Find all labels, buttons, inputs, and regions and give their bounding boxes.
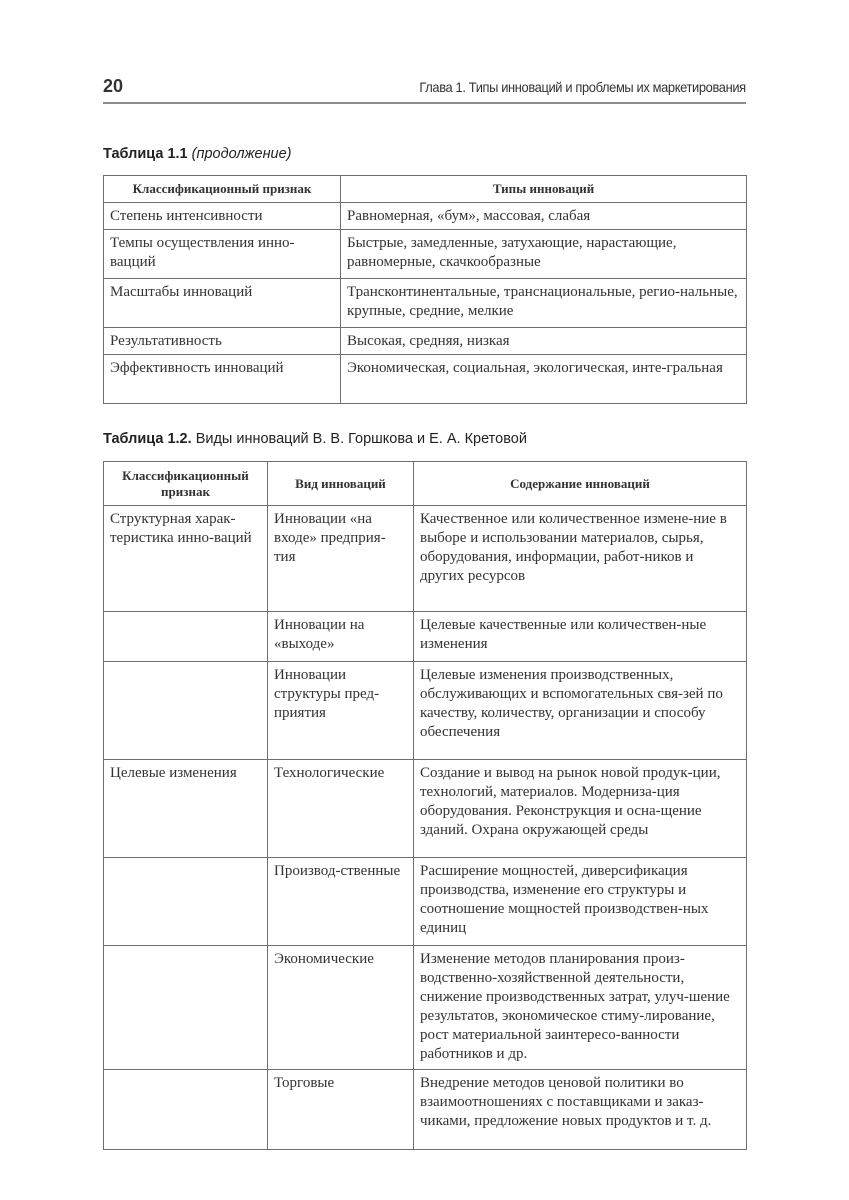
- table-cell: Результативность: [104, 328, 341, 355]
- table-cell: Целевые изменения производственных, обслуживающих и вспомогательных свя-зей по качеству, количеству, организации и способу обеспечения: [414, 662, 747, 760]
- column-header: Вид инноваций: [268, 462, 414, 506]
- table1-caption: [103, 146, 292, 162]
- table-cell: Экономическая, социальная, экологическая, инте-гральная: [341, 355, 747, 404]
- table-row: [104, 230, 747, 279]
- table-header-row: [104, 176, 747, 203]
- table-1-1: [103, 175, 747, 404]
- table-cell: Торговые: [268, 1070, 414, 1150]
- table-cell: Быстрые, замедленные, затухающие, нарастающие, равномерные, скачкообразные: [341, 230, 747, 279]
- table-cell: Масштабы инноваций: [104, 279, 341, 328]
- table-cell: [104, 612, 268, 662]
- table-row: [104, 203, 747, 230]
- table-cell: [104, 1070, 268, 1150]
- table-1-2: [103, 461, 747, 1150]
- table1-caption-note: (продолжение): [191, 146, 292, 162]
- table-cell: Инновации на «выходе»: [268, 612, 414, 662]
- column-header: Содержание инноваций: [414, 462, 747, 506]
- table-cell: Высокая, средняя, низкая: [341, 328, 747, 355]
- table-cell: Внедрение методов ценовой политики во взаимоотношениях с поставщиками и заказ-чиками, предложение новых продуктов и т. д.: [414, 1070, 747, 1150]
- column-header: Классификационный признак: [104, 176, 341, 203]
- table-row: [104, 506, 747, 612]
- table-row: [104, 279, 747, 328]
- table-cell: Целевые качественные или количествен-ные изменения: [414, 612, 747, 662]
- table-cell: Экономические: [268, 946, 414, 1070]
- table1-caption-label: Таблица 1.1: [103, 146, 188, 162]
- table-cell: Темпы осуществления инно-вацций: [104, 230, 341, 279]
- table-cell: Степень интенсивности: [104, 203, 341, 230]
- table-row: [104, 328, 747, 355]
- table-cell: Структурная харак-теристика инно-ваций: [104, 506, 268, 612]
- table-cell: Создание и вывод на рынок новой продук-ции, технологий, материалов. Модерниза-ция оборудования. Реконструкция и осна-щение зданий. Охрана окружающей среды: [414, 760, 747, 858]
- table-cell: Качественное или количественное измене-ние в выборе и использовании материалов, сырья, оборудования, информации, работ-ников и других ресурсов: [414, 506, 747, 612]
- table-cell: Инновации «на входе» предприя-тия: [268, 506, 414, 612]
- table2-caption-title: Виды инноваций В. В. Горшкова и Е. А. Кретовой: [195, 431, 527, 447]
- table-row: [104, 662, 747, 760]
- page-number: 20: [103, 76, 124, 96]
- table-cell: Изменение методов планирования произ-водственно-хозяйственной деятельности, снижение производственных затрат, улуч-шение результатов, экономическое стиму-лирование, рост материальной заинтересо-ванности работников и др.: [414, 946, 747, 1070]
- table-row: [104, 612, 747, 662]
- table-row: [104, 760, 747, 858]
- table-header-row: [104, 462, 747, 506]
- table-row: [104, 1070, 747, 1150]
- table-cell: Целевые изменения: [104, 760, 268, 858]
- running-head: Глава 1. Типы инноваций и проблемы их маркетирования: [419, 79, 746, 95]
- table-cell: [104, 858, 268, 946]
- table-cell: Производ-ственные: [268, 858, 414, 946]
- table-cell: Эффективность инноваций: [104, 355, 341, 404]
- table-row: [104, 858, 747, 946]
- table-cell: Трансконтинентальные, транснациональные, регио-нальные, крупные, средние, мелкие: [341, 279, 747, 328]
- page-header: [103, 76, 746, 104]
- table2-caption-label: Таблица 1.2.: [103, 431, 192, 447]
- table-cell: Инновации структуры пред-приятия: [268, 662, 414, 760]
- table-cell: Технологические: [268, 760, 414, 858]
- table-cell: [104, 662, 268, 760]
- table2-caption: [103, 431, 527, 447]
- column-header: Типы инноваций: [341, 176, 747, 203]
- table-row: [104, 355, 747, 404]
- table-cell: Расширение мощностей, диверсификация производства, изменение его структуры и соотношение мощностей производствен-ных единиц: [414, 858, 747, 946]
- column-header: Классификационный признак: [104, 462, 268, 506]
- table-row: [104, 946, 747, 1070]
- table-cell: [104, 946, 268, 1070]
- table-cell: Равномерная, «бум», массовая, слабая: [341, 203, 747, 230]
